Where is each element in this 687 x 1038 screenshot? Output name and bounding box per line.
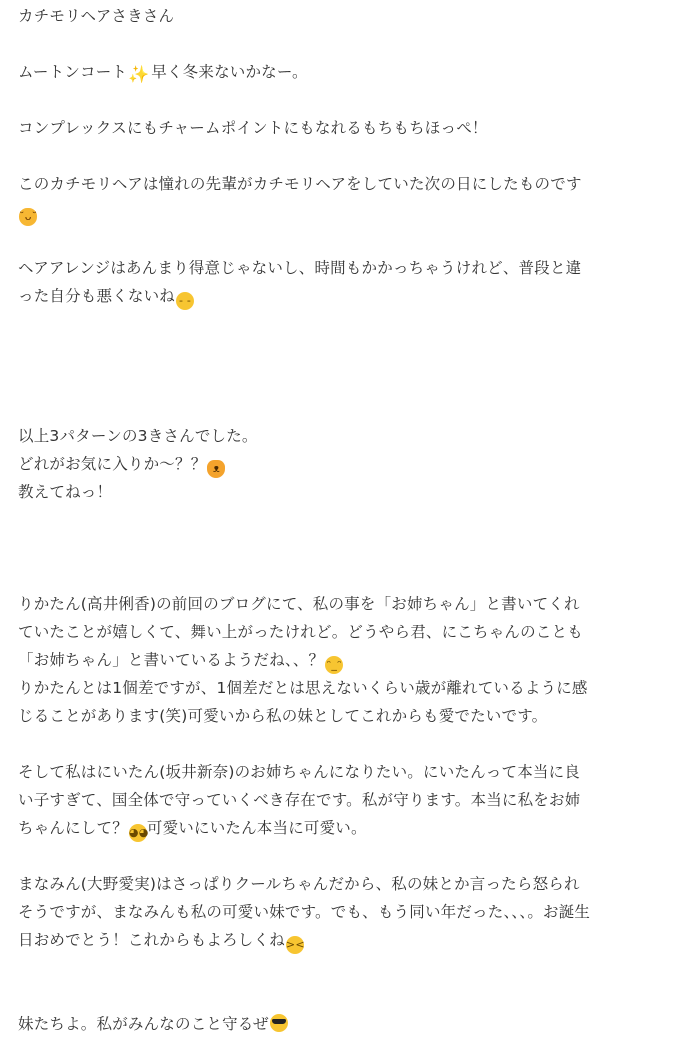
text-line: ていたことが嬉しくて、舞い上がったけれど。どうやら君、にこちゃんのことも bbox=[18, 623, 583, 641]
paragraph bbox=[18, 58, 642, 86]
paragraph bbox=[18, 114, 642, 142]
paragraph bbox=[18, 422, 642, 506]
text-line: 日おめでとう！これからもよろしくね>< bbox=[18, 926, 642, 954]
raised-eyebrow-face-icon: ᵔ_ᵔ bbox=[325, 656, 343, 674]
paragraph bbox=[18, 254, 642, 310]
text-line: そして私はにいたん(坂井新奈)のお姉ちゃんになりたい。にいたんって本当に良 bbox=[18, 763, 580, 781]
text-line: このカチモリヘアは憧れの先輩がカチモリヘアをしていた次の日にしたものです bbox=[18, 175, 582, 193]
text-line bbox=[18, 198, 642, 226]
laughing-face-icon: >< bbox=[286, 936, 304, 954]
sunglasses-face-icon bbox=[270, 1014, 288, 1032]
text-line: 教えてねっ！ bbox=[18, 483, 113, 501]
paragraph bbox=[18, 590, 642, 730]
pleading-face-icon: ◕◕ bbox=[129, 824, 147, 842]
text-line: ヘアアレンジはあんまり得意じゃないし、時間もかかっちゃうけれど、普段と違 bbox=[18, 259, 582, 277]
paragraph bbox=[18, 170, 642, 226]
text-line: りかたん(高井俐香)の前回のブログにて、私の事を「お姉ちゃん」と書いてくれ bbox=[18, 595, 580, 613]
sparkles-icon: ✨ bbox=[128, 65, 150, 85]
text-line: まなみん(大野愛実)はさっぱりクールちゃんだから、私の妹とか言ったら怒られ bbox=[18, 875, 580, 893]
text-line: カチモリヘアさきさん bbox=[18, 7, 175, 25]
paragraph bbox=[18, 870, 642, 954]
text-line: 以上3パターンの3きさんでした。 bbox=[18, 427, 258, 445]
text-line: そうですが、まなみんも私の可愛い妹です。でも、もう同い年だった、、、。お誕生 bbox=[18, 903, 591, 921]
text-line: じることがあります(笑)可愛いから私の妹としてこれからも愛でたいです。 bbox=[18, 707, 548, 725]
paragraph bbox=[18, 1010, 642, 1038]
text-line: 妹たちよ。私がみんなのこと守るぜ bbox=[18, 1010, 642, 1038]
text-line: 「お姉ちゃん」と書いているようだね、、？ ᵔ_ᵔ bbox=[18, 646, 642, 674]
text-line: りかたんとは1個差ですが、1個差だとは思えないくらい歳が離れているように感 bbox=[18, 679, 588, 697]
text-line: ムートンコート✨ 早く冬来ないかなー。 bbox=[18, 63, 308, 85]
text-line: った自分も悪くないね - - bbox=[18, 282, 642, 310]
tiger-face-icon: ᴥ bbox=[207, 460, 225, 478]
text-line: い子すぎて、国全体で守っていくべき存在です。私が守ります。本当に私をお姉 bbox=[18, 791, 581, 809]
text-line: ちゃんにして？◕◕可愛いにいたん本当に可愛い。 bbox=[18, 814, 642, 842]
blog-post-body bbox=[18, 2, 642, 1038]
paragraph bbox=[18, 758, 642, 842]
pensive-face-icon: - - bbox=[176, 292, 194, 310]
paragraph bbox=[18, 2, 642, 30]
text-line: コンプレックスにもチャームポイントにもなれるもちもちほっぺ！ bbox=[18, 119, 488, 137]
text-line: どれがお気に入りか〜？？ ᴥ bbox=[18, 450, 642, 478]
cat-face-icon: ˘ᴗ˘ bbox=[19, 208, 37, 226]
